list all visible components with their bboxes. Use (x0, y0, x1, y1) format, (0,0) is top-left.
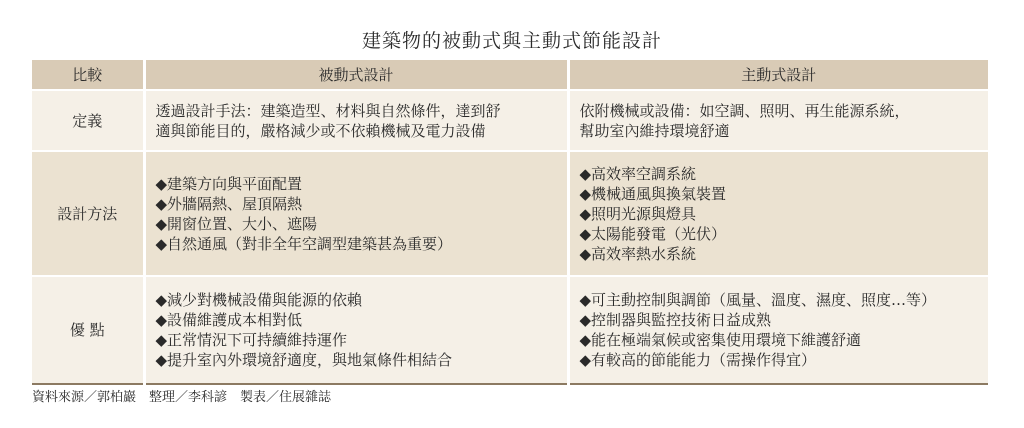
passive-method-cell (144, 151, 568, 276)
row-label-design-method: 設計方法 (32, 151, 144, 276)
passive-definition-line: 適與節能目的，嚴格減少或不依賴機械及電力設備 (155, 121, 486, 140)
passive-advantage-item: ◆提升室內外環境舒適度，與地氣條件相結合 (155, 351, 453, 369)
active-method-item: ◆太陽能發電（光伏） (579, 224, 727, 243)
active-method-item: ◆機械通風與換氣裝置 (579, 184, 727, 203)
comparison-table (32, 60, 988, 385)
table-title: 建築物的被動式與主動式節能設計 (361, 30, 662, 52)
active-advantage-item: ◆控制器與監控技術日益成熟 (579, 311, 772, 329)
table-row-advantages (32, 276, 988, 384)
passive-method-item: ◆建築方向與平面配置 (155, 174, 303, 193)
active-method-item: ◆高效率空調系統 (579, 164, 697, 183)
active-definition-cell (568, 90, 988, 151)
source-credit: 資料來源／郭柏巖 整理／李科諺 製表／住展雜誌 (32, 390, 332, 405)
active-advantage-item: ◆可主動控制與調節（風量、溫度、濕度、照度…等） (579, 291, 937, 309)
active-definition-line: 依附機械或設備：如空調、照明、再生能源系統， (579, 101, 910, 120)
table-row-definition (32, 90, 988, 151)
passive-method-item: ◆開窗位置、大小、遮陽 (155, 214, 318, 233)
active-method-item: ◆照明光源與燈具 (579, 204, 697, 223)
passive-method-item: ◆自然通風（對非全年空調型建築甚為重要） (155, 234, 453, 253)
passive-advantage-item: ◆設備維護成本相對低 (155, 311, 303, 329)
active-definition-line: 幫助室內維持環境舒適 (579, 121, 730, 140)
active-method-cell (568, 151, 988, 276)
passive-method-item: ◆外牆隔熱、屋頂隔熱 (155, 194, 303, 213)
header-active: 主動式設計 (568, 60, 988, 90)
active-advantage-item: ◆有較高的節能能力（需操作得宜） (579, 351, 817, 369)
active-method-item: ◆高效率熱水系統 (579, 244, 697, 263)
active-advantage-item: ◆能在極端氣候或密集使用環境下維護舒適 (579, 331, 862, 349)
header-passive: 被動式設計 (144, 60, 568, 90)
row-label-advantages: 優 點 (32, 276, 144, 384)
header-row (32, 60, 988, 90)
active-advantages-cell (568, 276, 988, 384)
row-label-definition: 定義 (32, 90, 144, 151)
passive-definition-line: 透過設計手法：建築造型、材料與自然條件，達到舒 (155, 101, 501, 120)
passive-advantage-item: ◆減少對機械設備與能源的依賴 (155, 291, 363, 309)
header-compare: 比較 (32, 60, 144, 90)
table-row-design-method (32, 151, 988, 276)
passive-advantages-cell (144, 276, 568, 384)
passive-definition-cell (144, 90, 568, 151)
passive-advantage-item: ◆正常情況下可持續維持運作 (155, 331, 348, 349)
